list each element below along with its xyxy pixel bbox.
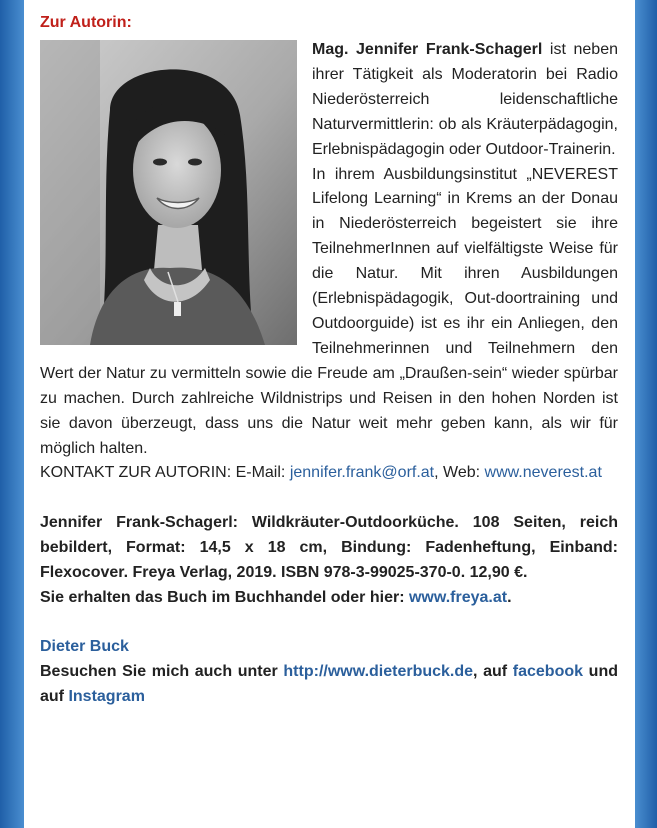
author-full-name: Mag. Jennifer Frank-Schagerl [312, 41, 543, 58]
dieterbuck-website-link[interactable]: http://www.dieterbuck.de [283, 662, 474, 680]
author-photo [40, 40, 297, 345]
visit-and: und auf [40, 662, 618, 705]
visit-mid: , auf [473, 662, 513, 680]
contact-prefix: KONTAKT ZUR AUTORIN: E-Mail: [40, 464, 290, 482]
post-author-name[interactable]: Dieter Buck [40, 637, 129, 655]
post-author-block [40, 635, 618, 710]
instagram-link[interactable]: Instagram [68, 687, 145, 705]
book-details-text: Jennifer Frank-Schagerl: Wildkräuter-Outdoorküche. 108 Seiten, reich bebildert, Format: 14,5 x 18 cm, Bindung: Fadenheftung, Einband: Flexocover. Freya Verlag, 2019. ISBN 978-3-99025-370-0. 12,90 €. [40, 514, 618, 582]
article-content [24, 0, 635, 828]
bio-text-1: ist neben ihrer Tätigkeit als Moderatorin bei Radio Niederösterreich leidenschaftliche Naturvermittlerin: ob als Kräuterpädagogin, Erlebnispädagogin oder Outdoor-Trainerin. [312, 41, 618, 158]
book-purchase-suffix: . [507, 589, 512, 607]
author-portrait-image [40, 40, 297, 345]
facebook-link[interactable]: facebook [512, 662, 584, 680]
book-details [40, 511, 618, 611]
contact-line [40, 461, 618, 486]
article-inner [40, 12, 618, 710]
contact-web-prefix: , Web: [434, 464, 485, 482]
website-link[interactable]: www.neverest.at [484, 464, 602, 482]
page-frame-right [635, 0, 657, 828]
author-visit-line [40, 660, 618, 710]
book-purchase-prefix: Sie erhalten das Buch im Buchhandel oder hier: [40, 589, 409, 607]
bio-paragraph-2: In ihrem Ausbildungsinstitut „NEVEREST Lifelong Learning“ in Krems an der Donau in Niederösterreich begeistert sie ihre TeilnehmerInnen auf vielfältigste Weise für die Natur. Mit ihren Ausbildungen (Erlebnispädagogik, Out-doortraining und Outdoorguide) ist es ihr ein Anliegen, den Teilnehmerinnen und Teilnehmern den Wert der Natur zu vermitteln sowie die Freude am „Draußen-sein“ wieder spürbar zu machen. Durch zahlreiche Wildnistrips und Reisen in den hohen Norden ist sie davon überzeugt, dass uns die Natur weit mehr geben kann, als wir für möglich halten. [40, 165, 618, 457]
page-frame-left [0, 0, 24, 828]
section-heading: Zur Autorin: [40, 14, 132, 31]
freya-link[interactable]: www.freya.at [408, 589, 508, 607]
visit-prefix: Besuchen Sie mich auch unter [40, 662, 284, 680]
email-link[interactable]: jennifer.frank@orf.at [289, 464, 435, 482]
